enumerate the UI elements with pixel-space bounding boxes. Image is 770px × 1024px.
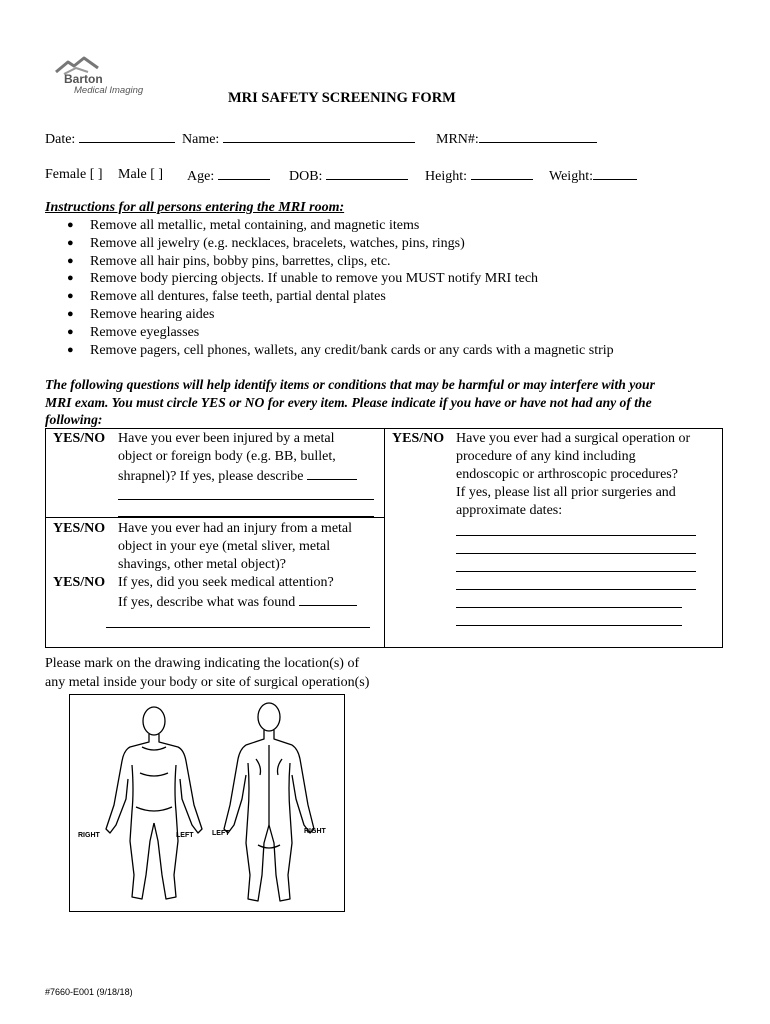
list-item: ● Remove hearing aides <box>45 306 614 324</box>
drawing-instruction-line: Please mark on the drawing indicating the location(s) of <box>45 656 360 671</box>
body-outline-icon <box>70 695 344 911</box>
list-item: ● Remove all hair pins, bobby pins, barrettes, clips, etc. <box>45 253 614 271</box>
height-label: Height: <box>425 169 467 184</box>
back-right-label: RIGHT <box>304 828 326 835</box>
q3-yes-no[interactable]: YES/NO <box>53 575 106 590</box>
q3-line: If yes, did you seek medical attention? <box>118 575 334 590</box>
q4-text <box>456 430 690 520</box>
instructions-list <box>45 217 614 359</box>
front-right-label: RIGHT <box>78 832 100 839</box>
mrn-label: MRN#: <box>436 132 479 147</box>
q1-line: object or foreign body (e.g. BB, bullet, <box>118 449 336 464</box>
q4-line: Have you ever had a surgical operation or <box>456 431 691 446</box>
drawing-instruction <box>45 655 369 692</box>
mrn-field[interactable] <box>436 129 597 147</box>
q3-text <box>118 574 357 610</box>
dob-label: DOB: <box>289 169 323 184</box>
intro-line: following: <box>45 412 103 427</box>
dob-field[interactable] <box>289 166 408 184</box>
q4-answer-line[interactable] <box>456 571 696 572</box>
female-checkbox[interactable] <box>45 166 103 184</box>
list-item: ● Remove all jewelry (e.g. necklaces, bracelets, watches, pins, rings) <box>45 235 614 253</box>
q3-answer-line[interactable] <box>106 627 370 628</box>
male-checkbox[interactable] <box>118 166 163 184</box>
instructions-heading: Instructions for all persons entering the MRI room: <box>45 200 345 215</box>
list-item: ● Remove pagers, cell phones, wallets, any credit/bank cards or any cards with a magnetic strip <box>45 342 614 360</box>
female-label: Female [ ] <box>45 167 103 182</box>
q4-line: endoscopic or arthroscopic procedures? <box>456 467 678 482</box>
page-title: MRI SAFETY SCREENING FORM <box>228 90 456 106</box>
q4-line: procedure of any kind including <box>456 449 636 464</box>
logo <box>52 56 152 100</box>
back-left-label: LEFT <box>212 830 230 837</box>
front-left-label: LEFT <box>176 832 194 839</box>
form-number: #7660-E001 (9/18/18) <box>45 987 133 997</box>
q3-line: If yes, describe what was found <box>118 592 357 610</box>
q2-yes-no[interactable]: YES/NO <box>53 521 106 536</box>
age-label: Age: <box>187 169 215 184</box>
date-field[interactable] <box>45 129 175 147</box>
intro-line: The following questions will help identify items or conditions that may be harmful or may interfere with your <box>45 377 655 392</box>
questions-table <box>45 428 723 648</box>
q1-text <box>118 430 357 484</box>
weight-label: Weight: <box>549 169 593 184</box>
q1-line: shrapnel)? If yes, please describe <box>118 466 357 484</box>
q4-yes-no[interactable]: YES/NO <box>392 431 445 446</box>
q1-line: Have you ever been injured by a metal <box>118 431 335 446</box>
q4-answer-line[interactable] <box>456 589 696 590</box>
q4-answer-line[interactable] <box>456 553 696 554</box>
q2-line: Have you ever had an injury from a metal <box>118 521 353 536</box>
q4-answer-line[interactable] <box>456 607 682 608</box>
q4-answer-line[interactable] <box>456 535 696 536</box>
q1-yes-no[interactable]: YES/NO <box>53 431 106 446</box>
name-label: Name: <box>182 132 220 147</box>
list-item: ● Remove eyeglasses <box>45 324 614 342</box>
list-item: ● Remove all dentures, false teeth, partial dental plates <box>45 288 614 306</box>
logo-tagline: Medical Imaging <box>74 85 144 96</box>
q4-answer-line[interactable] <box>456 625 682 626</box>
name-field[interactable] <box>182 129 415 147</box>
q4-line: If yes, please list all prior surgeries and <box>456 485 676 500</box>
logo-name: Barton <box>64 72 103 86</box>
list-item: ● Remove body piercing objects. If unable to remove you MUST notify MRI tech <box>45 270 614 288</box>
list-item: ● Remove all metallic, metal containing, and magnetic items <box>45 217 614 235</box>
drawing-instruction-line: any metal inside your body or site of surgical operation(s) <box>45 674 370 690</box>
weight-field[interactable] <box>549 166 637 184</box>
male-label: Male [ ] <box>118 167 164 182</box>
q2-line: object in your eye (metal sliver, metal <box>118 539 331 554</box>
q1-answer-line[interactable] <box>118 516 374 517</box>
questions-intro <box>45 376 655 429</box>
height-field[interactable] <box>425 166 533 184</box>
intro-line: MRI exam. You must circle YES or NO for every item. Please indicate if you have or have not had any of the <box>45 394 652 410</box>
date-label: Date: <box>45 132 76 147</box>
q4-line: approximate dates: <box>456 503 563 518</box>
q1-answer-line[interactable] <box>118 499 374 500</box>
age-field[interactable] <box>187 166 270 184</box>
q2-line: shavings, other metal object)? <box>118 557 286 572</box>
q2-text <box>118 520 352 574</box>
body-diagram[interactable] <box>69 694 345 912</box>
